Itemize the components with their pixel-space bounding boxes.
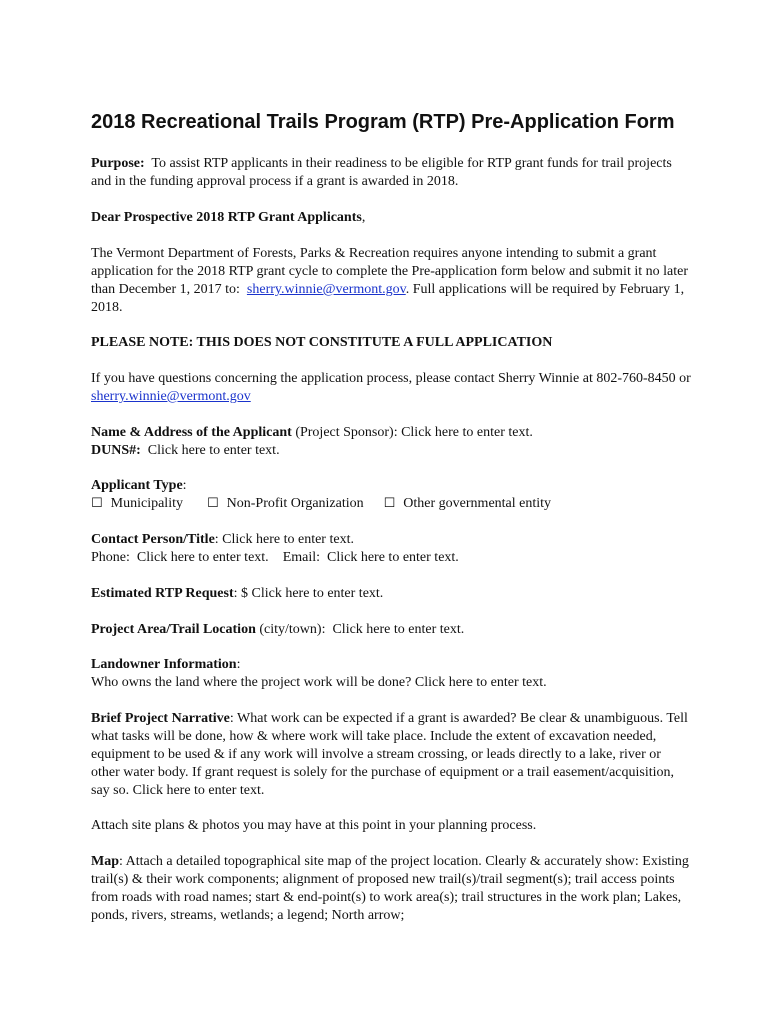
location-label: Project Area/Trail Location xyxy=(91,622,256,637)
contact-colon: : xyxy=(214,532,223,547)
duns-label: DUNS#: xyxy=(91,443,141,458)
salutation xyxy=(91,209,691,227)
checkbox-label: Non-Profit Organization xyxy=(226,496,364,511)
landowner-field[interactable]: Click here to enter text. xyxy=(414,675,547,690)
checkbox-label: Municipality xyxy=(110,496,183,511)
phone-label: Phone: xyxy=(91,550,134,565)
map-text: : Attach a detailed topographical site map of the project location. Clearly & accurately show: Existing trail(s) & their work components; alignment of proposed new trail(s)/trail segment(s); trail access points from roads with road names; start & end-point(s) to work area(s); trail structures in the work plan; Lakes, ponds, rivers, streams, wetlands; a legend; North arrow; xyxy=(91,854,689,923)
checkbox-label: Other governmental entity xyxy=(403,496,552,511)
applicant-name-suffix: (Project Sponsor): xyxy=(291,425,402,440)
intro-paragraph xyxy=(91,245,691,317)
narrative-text: : What work can be expected if a grant is awarded? Be clear & unambiguous. Tell what tasks will be done, how & where work will take place. Include the extent of excavation needed, equipment to be used & if any work will involve a stream crossing, or leads directly to a lake, river or other water body. If grant request is solely for the purchase of equipment or a trail easement/acquisition, say so. xyxy=(91,711,688,798)
email-link[interactable]: sherry.winnie@vermont.gov xyxy=(246,282,406,297)
checkbox-icon: ☐ xyxy=(206,496,219,511)
purpose-paragraph xyxy=(91,155,691,191)
applicant-name-field[interactable]: Click here to enter text. xyxy=(401,425,533,440)
location-field[interactable]: Click here to enter text. xyxy=(332,622,465,637)
landowner-question: Who owns the land where the project work will be done? xyxy=(91,675,415,690)
contact-person-field[interactable]: Click here to enter text. xyxy=(222,532,354,547)
request-amount-field[interactable]: Click here to enter text. xyxy=(251,586,384,601)
notice xyxy=(91,334,691,352)
request-prefix: : $ xyxy=(233,586,252,601)
notice-text: PLEASE NOTE: THIS DOES NOT CONSTITUTE A FULL APPLICATION xyxy=(91,335,553,350)
purpose-text: To assist RTP applicants in their readiness to be eligible for RTP grant funds for trail projects and in the funding approval process if a grant is awarded in 2018. xyxy=(91,156,672,189)
map-label: Map xyxy=(91,854,119,869)
applicant-type-label: Applicant Type xyxy=(91,478,183,493)
questions-text: If you have questions concerning the application process, please contact Sherry Winnie at 802-760-8450 or xyxy=(91,371,691,386)
checkbox-other-government[interactable] xyxy=(384,495,551,513)
intro-text: The Vermont Department of Forests, Parks & Recreation requires anyone intending to submit a grant application for the 2018 RTP grant cycle to complete the Pre-application form below and submit it no later than December 1, 2017 to: xyxy=(91,246,688,297)
narrative-label: Brief Project Narrative xyxy=(91,711,230,726)
landowner-section xyxy=(91,656,691,692)
phone-field[interactable]: Click here to enter text. xyxy=(136,550,269,565)
intro-text-after: . Full applications will be required by February 1, 2018. xyxy=(91,282,685,315)
checkbox-municipality[interactable] xyxy=(91,495,183,513)
map-section xyxy=(91,853,691,925)
narrative-section xyxy=(91,710,691,800)
applicant-section xyxy=(91,424,691,460)
page-title: 2018 Recreational Trails Program (RTP) Pre-Application Form xyxy=(91,111,675,133)
salutation-text: Dear Prospective 2018 RTP Grant Applicants xyxy=(91,210,362,225)
applicant-type-section xyxy=(91,477,691,513)
checkbox-non-profit[interactable] xyxy=(207,495,364,513)
checkbox-icon: ☐ xyxy=(91,496,103,511)
questions-paragraph xyxy=(91,370,691,406)
duns-field[interactable]: Click here to enter text. xyxy=(147,443,280,458)
checkbox-icon: ☐ xyxy=(383,496,396,511)
landowner-label: Landowner Information xyxy=(91,657,237,672)
contact-section xyxy=(91,531,691,567)
location-section xyxy=(91,621,691,639)
salutation-punct: , xyxy=(361,210,366,225)
contact-label: Contact Person/Title xyxy=(91,532,215,547)
request-label: Estimated RTP Request xyxy=(91,586,234,601)
applicant-type-options xyxy=(91,495,691,513)
location-suffix: (city/town): xyxy=(255,622,329,637)
applicant-name-label: Name & Address of the Applicant xyxy=(91,425,292,440)
purpose-label: Purpose: xyxy=(91,156,145,171)
email-label: Email: xyxy=(282,550,324,565)
applicant-type-colon: : xyxy=(182,478,187,493)
email-field[interactable]: Click here to enter text. xyxy=(327,550,459,565)
attach-paragraph xyxy=(91,817,691,835)
questions-email-link[interactable]: sherry.winnie@vermont.gov xyxy=(91,389,251,404)
landowner-colon: : xyxy=(236,657,241,672)
attach-text: Attach site plans & photos you may have at this point in your planning process. xyxy=(91,818,537,833)
request-section xyxy=(91,585,691,603)
narrative-field[interactable]: Click here to enter text. xyxy=(132,783,265,798)
